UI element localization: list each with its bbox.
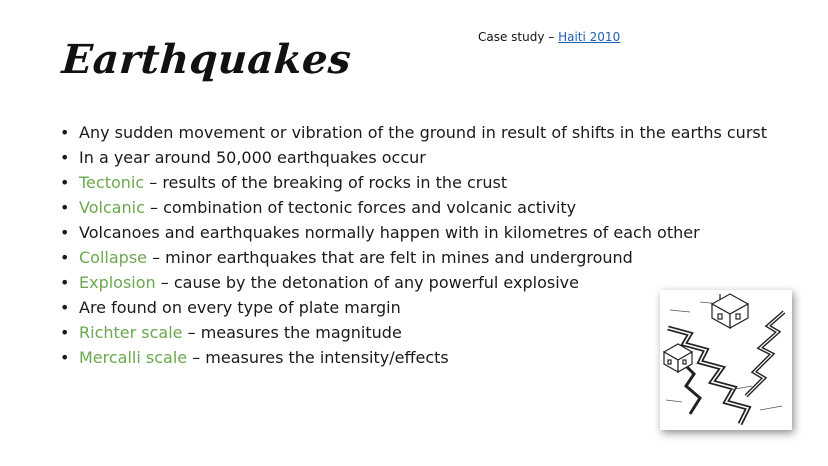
bullet-text: Volcanoes and earthquakes normally happen with in kilometres of each other [79, 223, 700, 242]
bullet-term: Richter scale [79, 323, 183, 342]
bullet-item [60, 249, 780, 266]
bullet-text: – minor earthquakes that are felt in mines and underground [147, 248, 633, 267]
case-study-line [478, 30, 620, 44]
bullet-text: Any sudden movement or vibration of the ground in result of shifts in the earths curst [79, 123, 768, 142]
bullet-text: In a year around 50,000 earthquakes occur [79, 148, 426, 167]
bullet-text: – measures the magnitude [182, 323, 402, 342]
bullet-text: Are found on every type of plate margin [79, 298, 401, 317]
bullet-term: Volcanic [79, 198, 145, 217]
bullet-item [60, 199, 780, 216]
slide-title: Earthquakes [60, 36, 353, 83]
bullet-text: – cause by the detonation of any powerful explosive [155, 273, 579, 292]
bullet-item [60, 174, 780, 191]
bullet-term: Collapse [79, 248, 147, 267]
bullet-item [60, 149, 780, 166]
bullet-text: – results of the breaking of rocks in the crust [144, 173, 508, 192]
bullet-term: Mercalli scale [79, 348, 188, 367]
bullet-term: Tectonic [79, 173, 145, 192]
earthquake-cracks-houses-icon [660, 290, 792, 430]
bullet-text: – combination of tectonic forces and volcanic activity [144, 198, 577, 217]
bullet-item [60, 224, 780, 241]
case-study-prefix: Case study – [478, 30, 559, 44]
bullet-term: Explosion [79, 273, 156, 292]
bullet-item [60, 124, 780, 141]
haiti-2010-link[interactable]: Haiti 2010 [558, 30, 621, 44]
bullet-item [60, 274, 780, 291]
bullet-text: – measures the intensity/effects [187, 348, 449, 367]
